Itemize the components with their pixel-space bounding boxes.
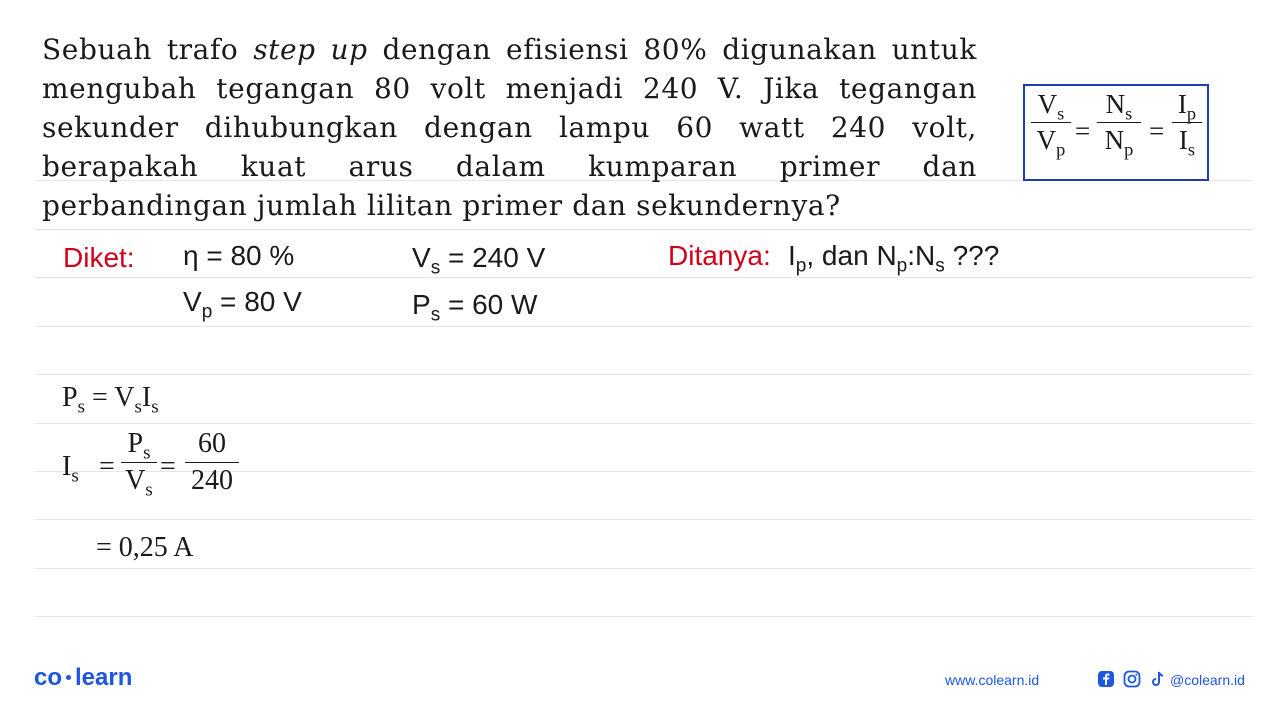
asked-quantities: $I_p$, dan $N_p:N_s$ ??? bbox=[788, 240, 1000, 277]
ruled-line bbox=[35, 229, 1253, 230]
ruled-line bbox=[35, 374, 1253, 375]
asked-label: Ditanya: bbox=[668, 240, 771, 271]
given-label: Diket: bbox=[63, 242, 135, 273]
ruled-line bbox=[35, 277, 1253, 278]
fraction-vs-vp: $V_s$ $V_p$ bbox=[1031, 89, 1071, 156]
social-handle[interactable]: @colearn.id bbox=[1170, 672, 1245, 688]
fraction-ns-np: $N_s$ $N_p$ bbox=[1097, 89, 1141, 156]
ruled-line bbox=[35, 519, 1253, 520]
given-secondary-voltage: $V_s = 240$ V bbox=[412, 242, 546, 279]
problem-text-part: dengan efisiensi 80% digunakan untuk mengubah tegangan 80 volt menjadi 240 V. Jika tegangan sekunder dihubungkan dengan lampu 60 watt 240 volt, berapakah kuat arus dalam kumparan primer dan perbandingan jumlah lilitan primer dan sekundernya? bbox=[42, 33, 977, 222]
facebook-icon[interactable] bbox=[1097, 670, 1115, 688]
ruled-line bbox=[35, 616, 1253, 617]
equals-sign: = bbox=[160, 451, 176, 482]
ruled-line bbox=[35, 423, 1253, 424]
website-link[interactable]: www.colearn.id bbox=[945, 672, 1040, 688]
transformer-formula-box bbox=[1023, 84, 1209, 181]
ruled-line bbox=[35, 568, 1253, 569]
given-primary-voltage: $V_p = 80$ V bbox=[183, 286, 302, 323]
problem-italic-term: step up bbox=[253, 33, 368, 66]
colearn-logo: co learn bbox=[34, 664, 133, 691]
tiktok-icon[interactable] bbox=[1149, 670, 1167, 688]
instagram-icon[interactable] bbox=[1123, 670, 1141, 688]
equals-sign: = bbox=[1075, 116, 1091, 146]
problem-statement bbox=[42, 30, 977, 225]
ruled-line bbox=[35, 326, 1253, 327]
given-secondary-power: $P_s = 60$ W bbox=[412, 289, 538, 326]
work-line-result: = 0,25 A bbox=[96, 532, 194, 563]
fraction-60-240: 60 240 bbox=[185, 428, 239, 497]
equals-sign: = bbox=[99, 451, 115, 482]
work-line-current-lhs: $I_s$ bbox=[62, 451, 79, 487]
equals-sign: = bbox=[1149, 116, 1165, 146]
fraction-ip-is: $I_p$ $I_s$ bbox=[1172, 89, 1202, 156]
problem-text-part: Sebuah trafo bbox=[42, 33, 254, 66]
given-efficiency: η = 80 % bbox=[183, 240, 295, 271]
work-line-power-formula: $P_s = V_sI_s$ bbox=[62, 382, 159, 418]
fraction-ps-vs: $P_s$ $V_s$ bbox=[121, 428, 157, 497]
